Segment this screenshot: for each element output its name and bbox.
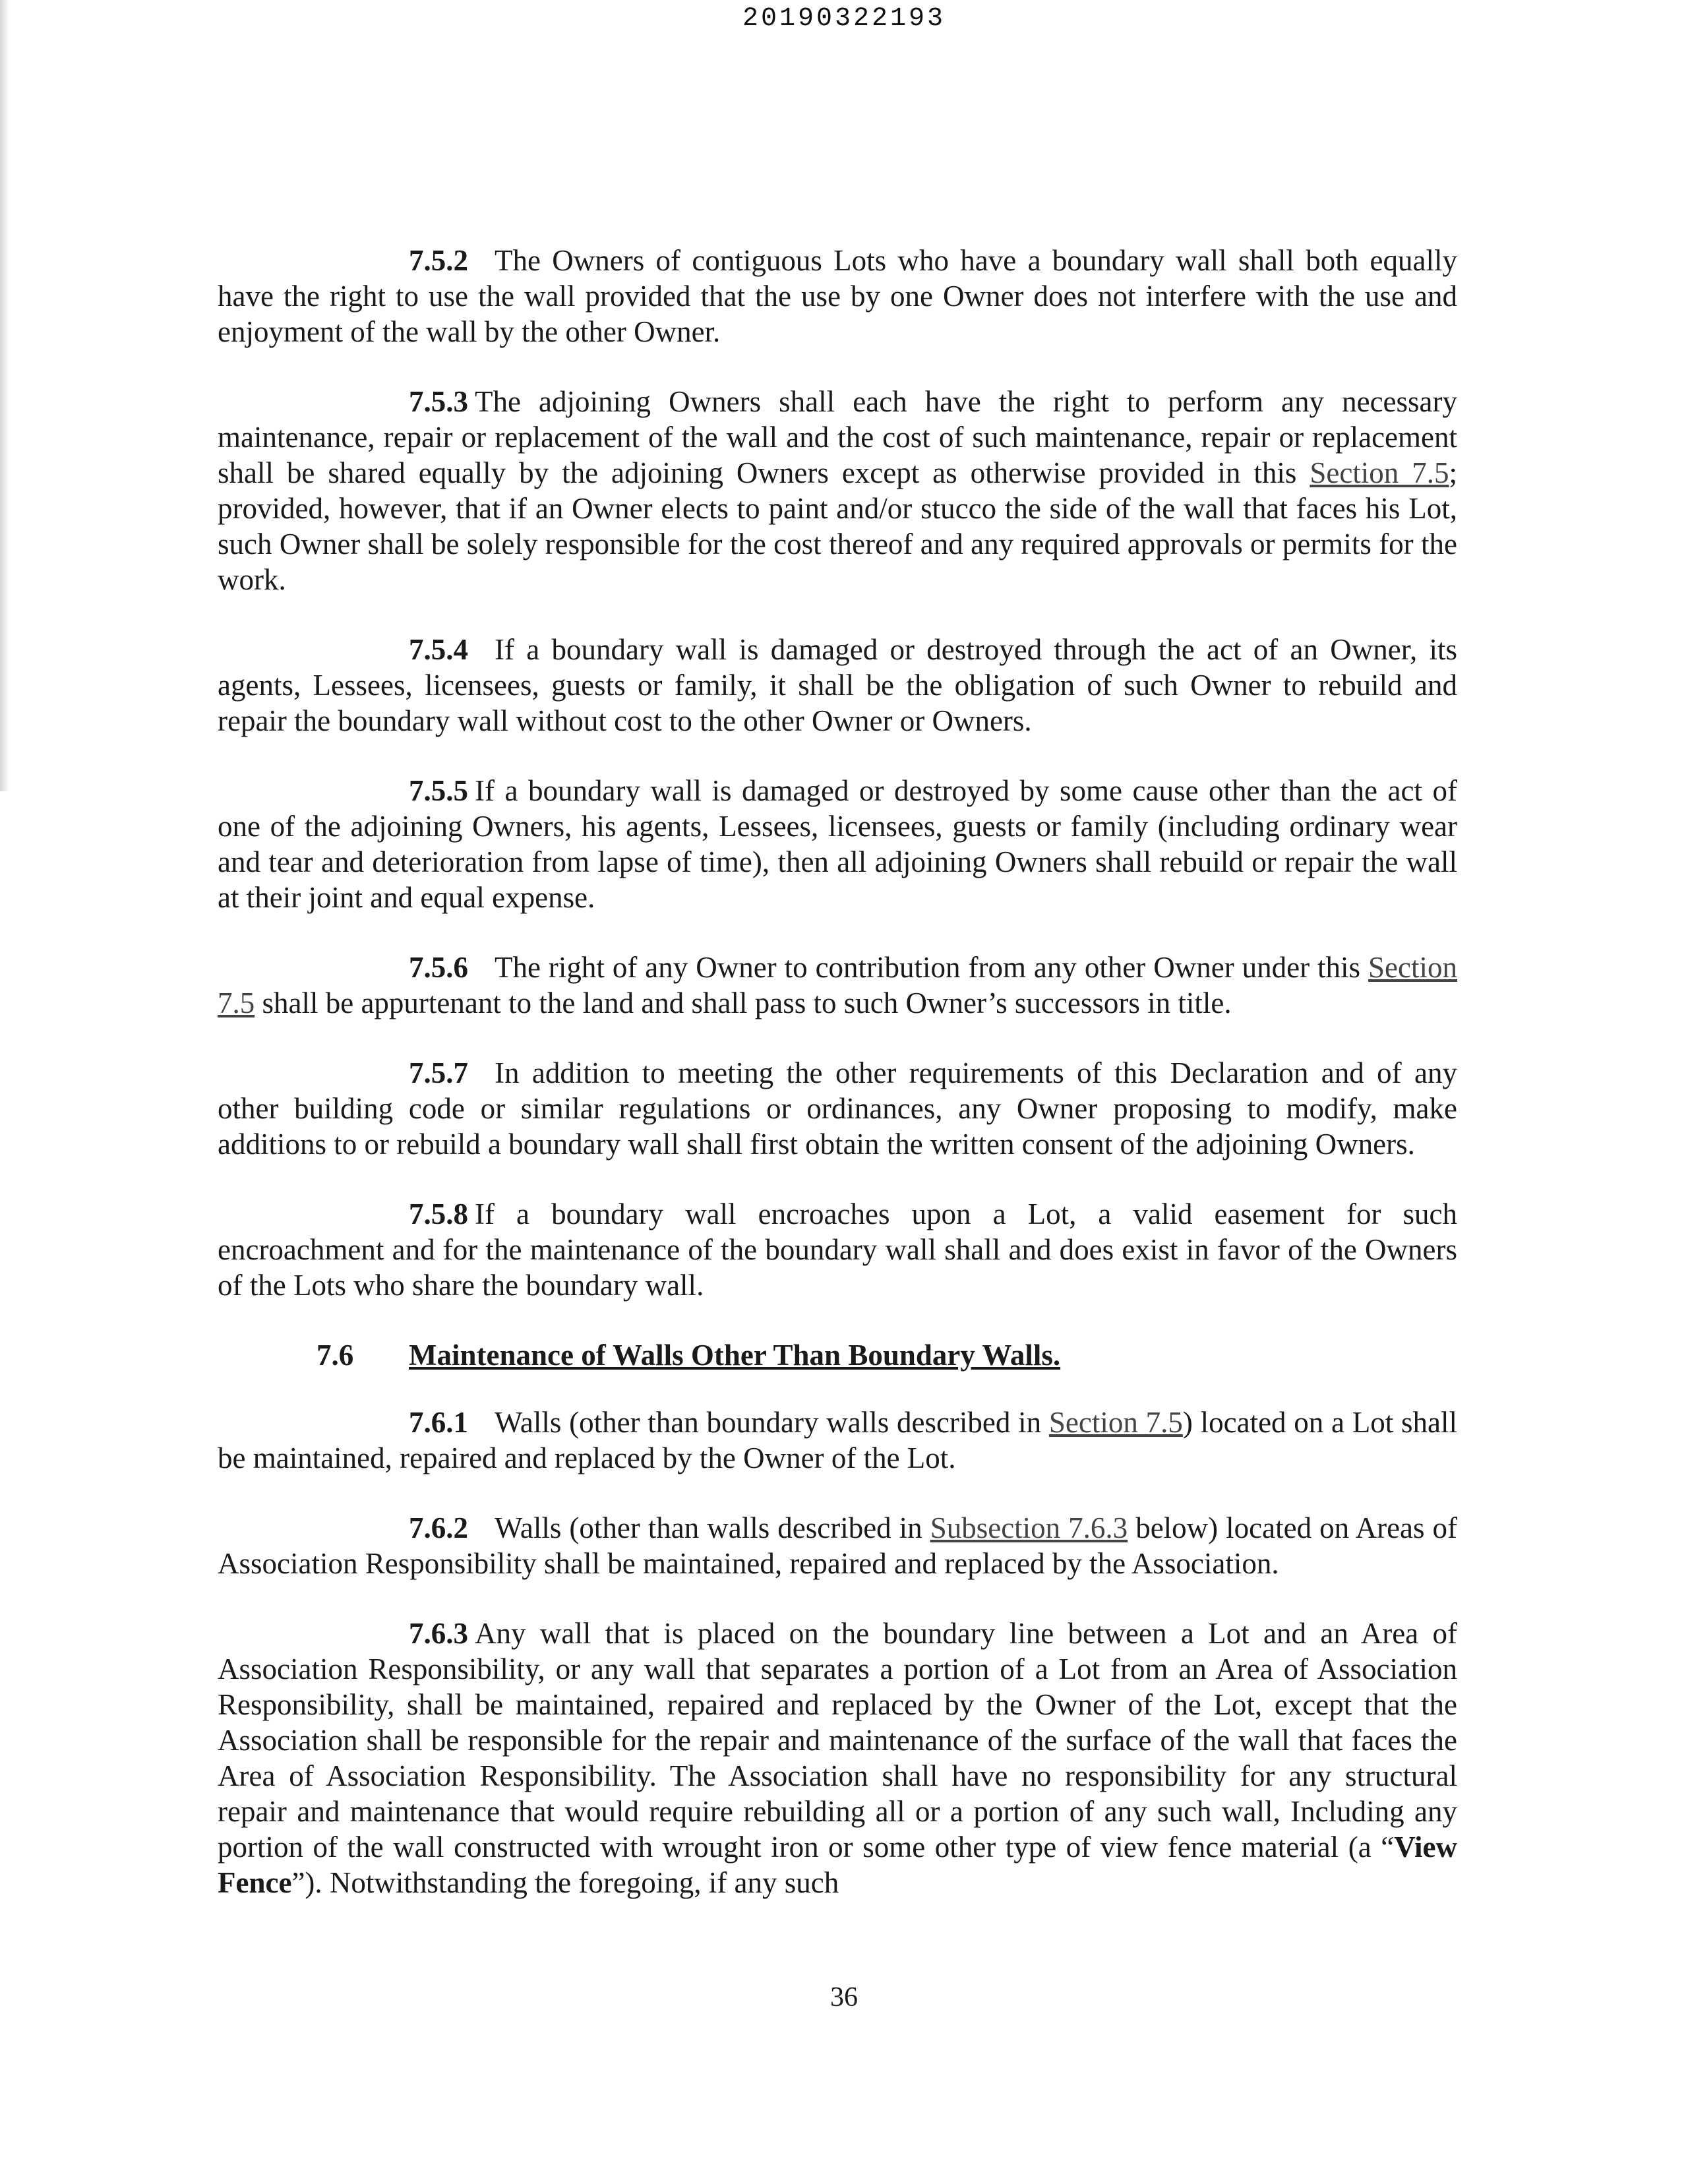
paragraph-text: The Owners of contiguous Lots who have a boundary wall shall both equally have the right to use the wall provided that the use by one Owner does not interfere with the use and enjoyment of the wall by the other Owner. — [218, 244, 1457, 348]
paragraph-number: 7.6.1 — [409, 1406, 468, 1439]
paragraph-7-6-2 — [218, 1510, 1457, 1581]
paragraph-7-5-7 — [218, 1055, 1457, 1162]
section-number: 7.6 — [316, 1339, 354, 1372]
paragraph-text-continued: ”). Notwithstanding the foregoing, if any such — [291, 1866, 839, 1899]
paragraph-number: 7.5.6 — [409, 951, 468, 984]
page-number: 36 — [830, 1982, 858, 2013]
paragraph-number: 7.6.3 — [409, 1617, 468, 1650]
paragraph-7-6-3 — [218, 1616, 1457, 1900]
paragraph-number: 7.5.4 — [409, 633, 468, 666]
paragraph-number: 7.5.3 — [409, 385, 468, 418]
paragraph-7-5-4 — [218, 632, 1457, 739]
paragraph-number: 7.5.2 — [409, 244, 468, 277]
defined-term: View Fence — [218, 1831, 1457, 1899]
paragraph-number: 7.5.7 — [409, 1056, 468, 1089]
paragraph-7-5-3 — [218, 384, 1457, 597]
paragraph-text: If a boundary wall is damaged or destroyed through the act of an Owner, its agents, Lessees, licensees, guests or family, it shall be the obligation of such Owner to rebuild and repair the boundary wall without cost to the other Owner or Owners. — [218, 633, 1457, 737]
document-number: 20190322193 — [742, 4, 946, 34]
paragraph-text: In addition to meeting the other requirements of this Declaration and of any other building code or similar regulations or ordinances, any Owner proposing to modify, make additions to or rebuild a boundary wall shall first obtain the written consent of the adjoining Owners. — [218, 1056, 1457, 1161]
paragraph-text: The right of any Owner to contribution from any other Owner under this — [495, 951, 1361, 984]
paragraph-7-5-6 — [218, 950, 1457, 1021]
paragraph-7-5-2 — [218, 243, 1457, 349]
document-body — [218, 243, 1457, 1935]
paragraph-text-continued: ; provided, however, that if an Owner elects to paint and/or stucco the side of the wall that faces his Lot, such Owner shall be solely responsible for the cost thereof and any required approvals or permits for the work. — [218, 456, 1457, 596]
section-reference-link[interactable]: Section 7.5 — [1310, 456, 1449, 489]
paragraph-7-5-5 — [218, 773, 1457, 915]
section-heading-7-6 — [218, 1337, 1457, 1373]
paragraph-text: Walls (other than walls described in — [495, 1511, 922, 1544]
section-reference-link[interactable]: Section 7.5 — [218, 951, 1458, 1019]
paragraph-text-continued: ) located on a Lot shall be maintained, repaired and replaced by the Owner of the Lot. — [218, 1406, 1457, 1474]
paragraph-text-continued: below) located on Areas of Association Responsibility shall be maintained, repaired and replaced by the Association. — [218, 1511, 1458, 1580]
paragraph-7-5-8 — [218, 1196, 1457, 1303]
section-reference-link[interactable]: Section 7.5 — [1048, 1406, 1183, 1439]
scan-edge-shadow — [0, 0, 9, 791]
section-title: Maintenance of Walls Other Than Boundary Walls. — [409, 1339, 1061, 1372]
paragraph-text: Walls (other than boundary walls described in — [495, 1406, 1042, 1439]
paragraph-text: If a boundary wall is damaged or destroyed by some cause other than the act of one of the adjoining Owners, his agents, Lessees, licensees, guests or family (including ordinary wear and tear and deterioration from lapse of time), then all adjoining Owners shall rebuild or repair the wall at their joint and equal expense. — [218, 774, 1457, 914]
paragraph-number: 7.5.5 — [409, 774, 468, 807]
paragraph-number: 7.6.2 — [409, 1511, 468, 1544]
paragraph-number: 7.5.8 — [409, 1198, 468, 1230]
paragraph-7-6-1 — [218, 1405, 1457, 1476]
paragraph-text: The adjoining Owners shall each have the right to perform any necessary maintenance, repair or replacement of the wall and the cost of such maintenance, repair or replacement shall be shared equally by the adjoining Owners except as otherwise provided in this — [218, 385, 1457, 489]
paragraph-text-continued: shall be appurtenant to the land and shall pass to such Owner’s successors in title. — [262, 986, 1232, 1019]
paragraph-text: Any wall that is placed on the boundary line between a Lot and an Area of Association Responsibility, or any wall that separates a portion of a Lot from an Area of Association Responsibility, shall be maintained, repaired and replaced by the Owner of the Lot, except that the Association shall be responsible for the repair and maintenance of the surface of the wall that faces the Area of Association Responsibility. The Association shall have no responsibility for any structural repair and maintenance that would require rebuilding all or a portion of any such wall, Including any portion of the wall constructed with wrought iron or some other type of view fence material (a “ — [218, 1617, 1457, 1864]
paragraph-text: If a boundary wall encroaches upon a Lot, a valid easement for such encroachment and for the maintenance of the boundary wall shall and does exist in favor of the Owners of the Lots who share the boundary wall. — [218, 1198, 1457, 1302]
subsection-reference-link[interactable]: Subsection 7.6.3 — [930, 1511, 1128, 1544]
